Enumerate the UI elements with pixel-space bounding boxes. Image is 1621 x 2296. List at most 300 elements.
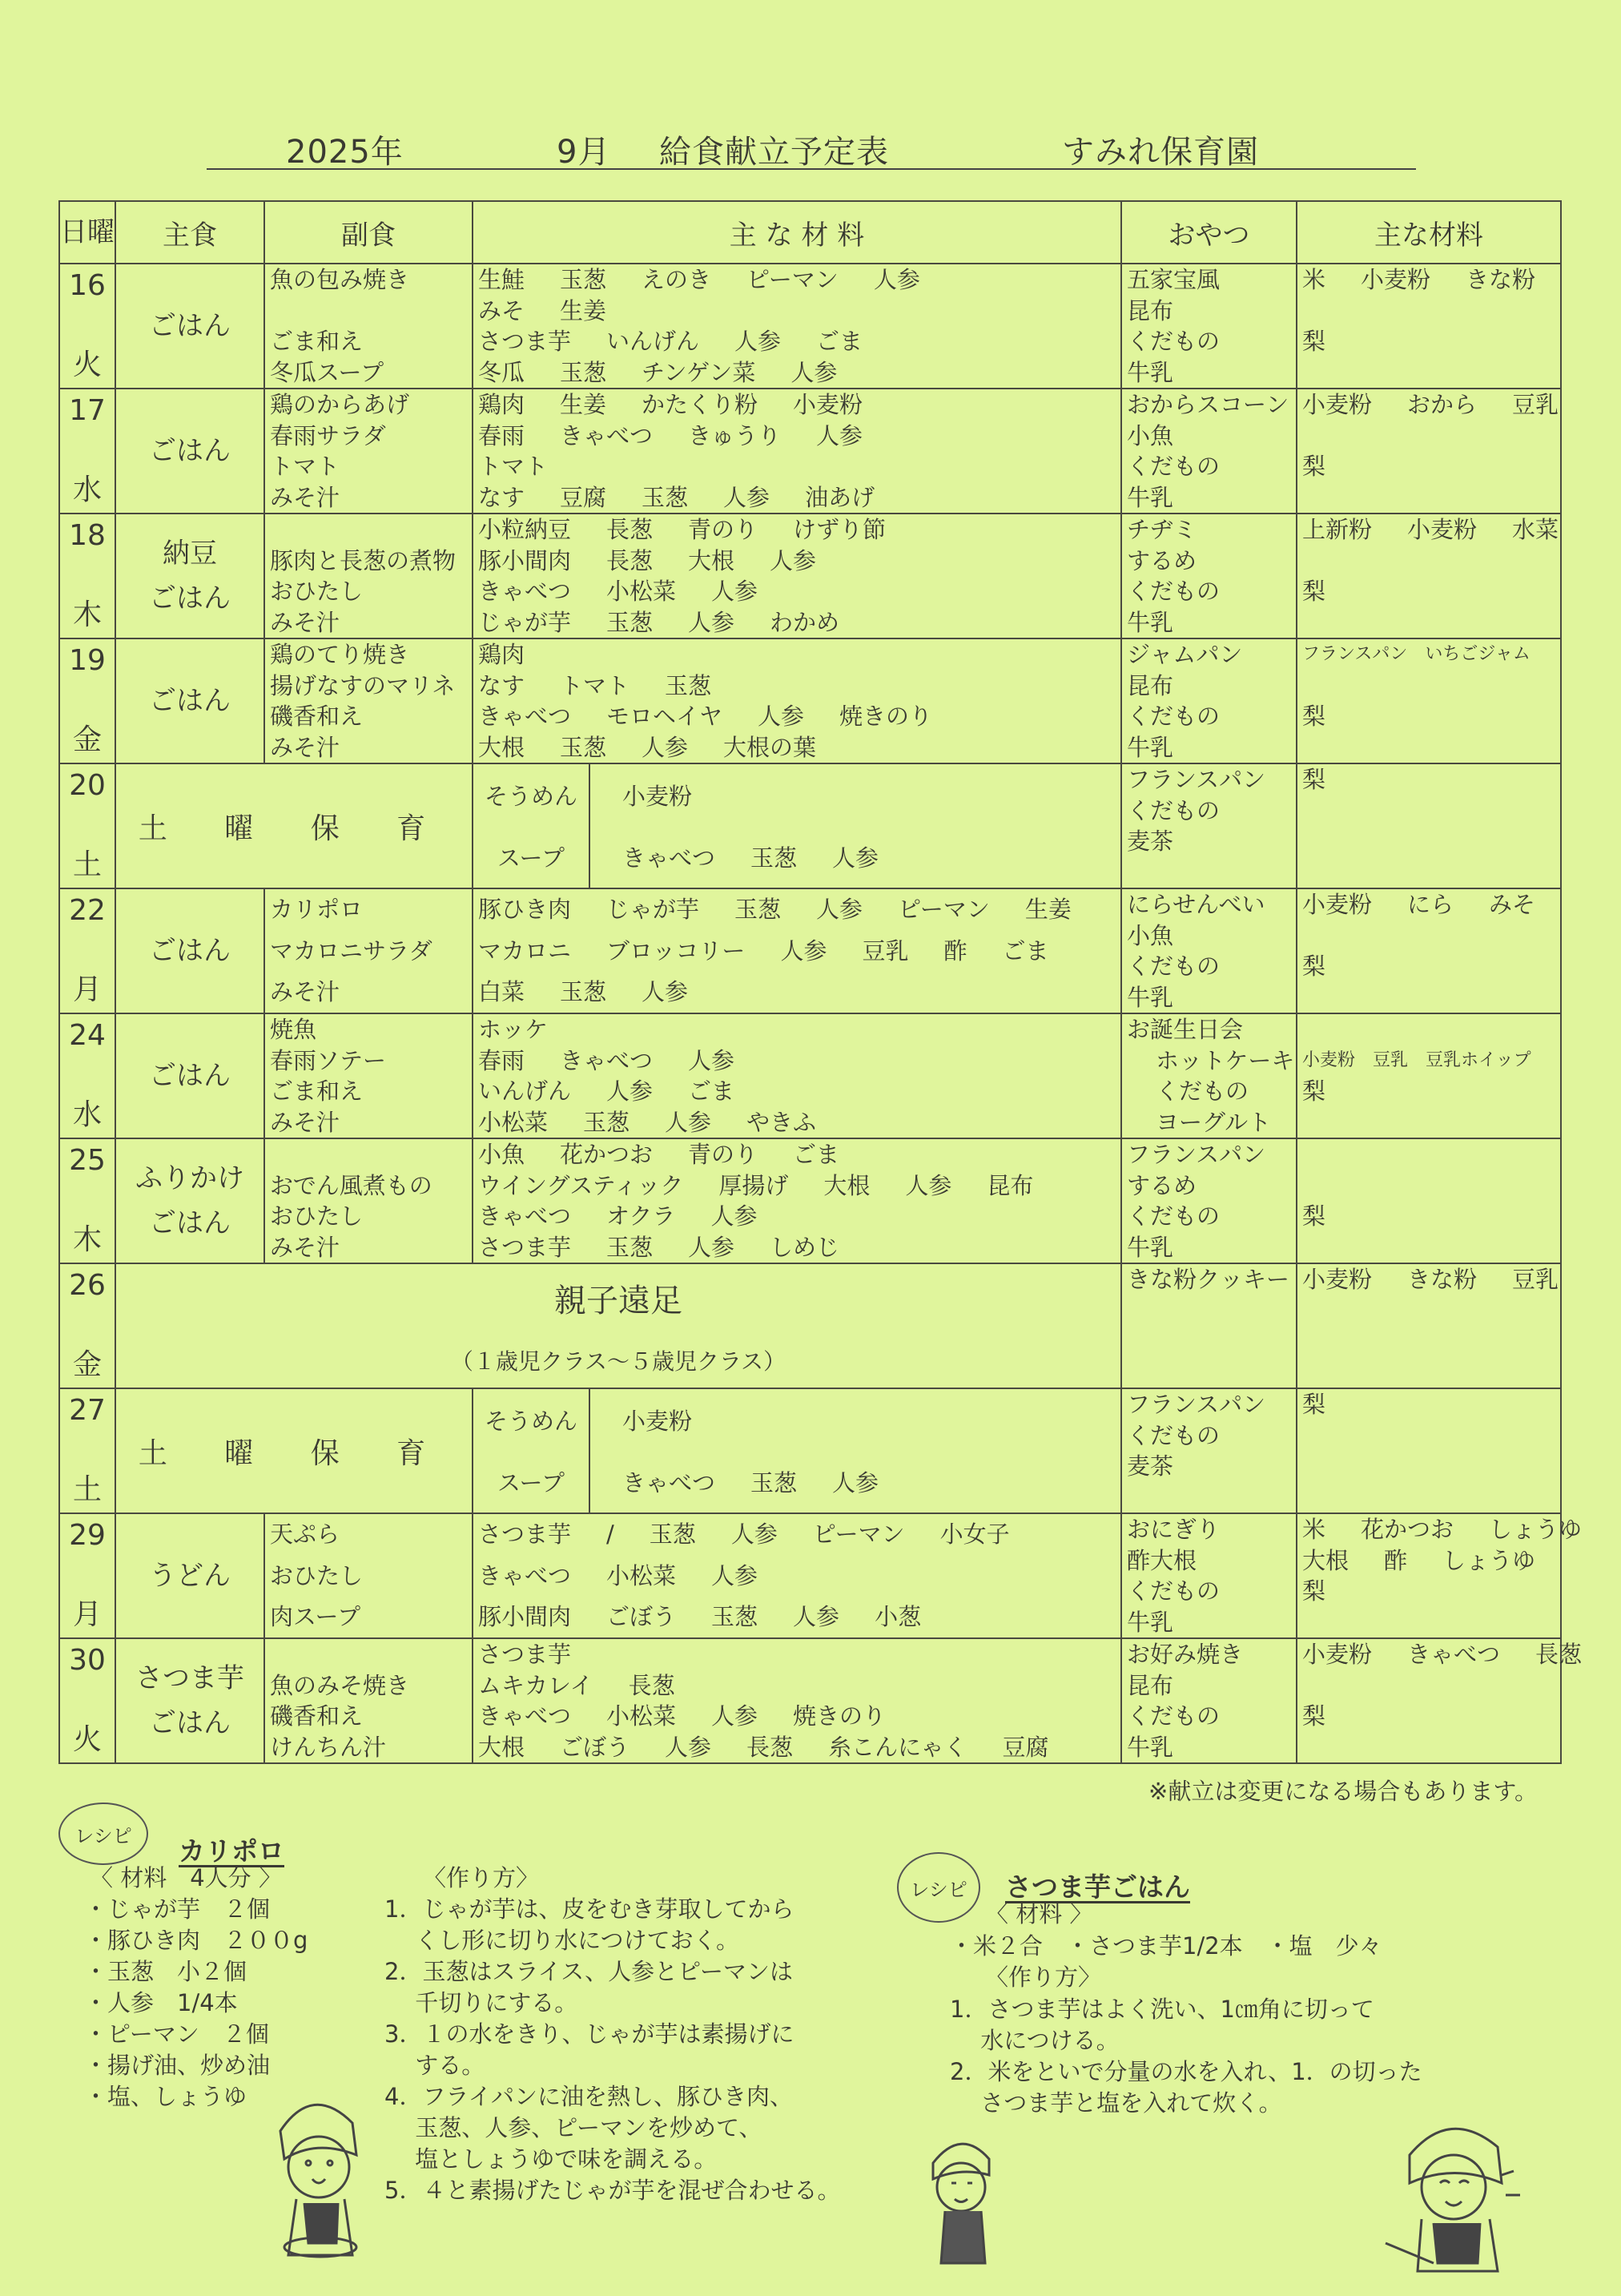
ingredient: 人参: [711, 578, 758, 605]
saturday-care-label: 土 曜 保 育: [138, 812, 450, 845]
child-cooking-illustration: [921, 2131, 1009, 2267]
cell-lines: [1297, 764, 1560, 888]
ingredient: 豚ひき肉: [478, 896, 572, 924]
ingredient: 酢: [943, 937, 967, 965]
cell-lines: [1122, 389, 1296, 513]
cell-line: 牛乳: [1127, 358, 1174, 386]
ingredient: 白菜: [478, 978, 525, 1006]
cell-lines: [1122, 764, 1296, 888]
cell-line: ホットケーキ: [1156, 1046, 1295, 1074]
cell-line: [478, 451, 1116, 482]
date-dow: [60, 1264, 115, 1388]
ingredient: ごま: [688, 1078, 735, 1105]
table-row: [59, 1013, 1561, 1138]
header-side: 副食: [264, 201, 473, 264]
ingredient: いちごジャム: [1425, 644, 1530, 664]
ingredient: いんげん: [478, 1078, 572, 1105]
ingredient: きゃべつ: [1407, 1641, 1501, 1668]
snack-cell: [1121, 888, 1297, 1013]
ingredient: 生姜: [560, 391, 607, 418]
cell-lines: [1297, 1639, 1583, 1762]
ingredient: なす: [478, 483, 525, 511]
ingredient: きゃべつ: [478, 1202, 572, 1230]
cell-lines: [1122, 1514, 1296, 1637]
ingredient: 人参: [642, 733, 689, 761]
cell-line: [1302, 1045, 1555, 1077]
cell-lines: [1122, 264, 1296, 388]
ingredients: [590, 1389, 1120, 1513]
ingredient: きゃべつ: [478, 1702, 572, 1730]
ingredient: 小粒納豆: [478, 516, 572, 543]
staple-line: ごはん: [149, 310, 231, 342]
header-snack-ingredients: 主な材料: [1297, 201, 1561, 264]
cell-lines: [1297, 1389, 1560, 1513]
ingredient: 小麦粉: [1407, 516, 1478, 543]
cell-line: くだもの: [1127, 578, 1221, 605]
cell-lines: [473, 514, 1120, 638]
cell-line: [478, 1519, 1116, 1550]
ingredient: 鶏肉: [478, 641, 525, 668]
ingredient: 鶏肉: [478, 391, 525, 418]
staple: [116, 264, 263, 388]
event-subtitle: （１歳児クラス～５歳児クラス）: [450, 1347, 786, 1375]
cell-line: マカロニサラダ: [270, 937, 432, 965]
title-underline: [207, 168, 1416, 170]
recipe-step: 千切りにする。: [384, 1989, 578, 2016]
event-title: 親子遠足: [554, 1283, 682, 1320]
ingredient: 玉葱: [665, 671, 712, 699]
recipe-material-item: ・ピーマン ２個: [84, 2020, 269, 2048]
ingredient: 米: [1302, 266, 1326, 293]
cell-line: くだもの: [1127, 453, 1221, 480]
ingredient: 梨: [1302, 766, 1326, 793]
header-ingredients: 主 な 材 料: [473, 201, 1121, 264]
ingredient: 玉葱: [583, 1108, 630, 1136]
cell-line: [478, 1170, 1116, 1202]
ingredient: 梨: [1302, 1702, 1326, 1730]
cell-line: [1302, 982, 1555, 1013]
ingredient: トマト: [478, 453, 549, 480]
table-row: [59, 514, 1561, 638]
cell-line: [1302, 764, 1555, 796]
staple-line: さつま芋: [135, 1662, 244, 1694]
cell-line: 牛乳: [1127, 483, 1174, 511]
ingredient: トマト: [560, 671, 630, 699]
cell-line: [1302, 1514, 1583, 1545]
cell-line: くだもの: [1127, 1577, 1221, 1605]
title-month: 9月: [557, 134, 611, 171]
date-cell: [59, 638, 115, 763]
table-row: [59, 1638, 1561, 1763]
ingredient: えのき: [642, 266, 712, 293]
date-dow: [60, 1639, 115, 1762]
cell-line: [622, 1465, 1120, 1498]
snack-cell: [1121, 1638, 1297, 1763]
date: 29: [69, 1519, 106, 1552]
cell-line: 豚肉と長葱の煮物: [270, 546, 457, 574]
ingredient: 生鮭: [478, 266, 525, 293]
cell-line: 牛乳: [1127, 1608, 1174, 1636]
cell-line: おにぎり: [1127, 1516, 1221, 1543]
recipe-material-item: ・じゃが芋 ２個: [84, 1895, 271, 1923]
cell-lines: [1297, 639, 1560, 763]
ingredient: 玉葱: [734, 896, 782, 924]
cell-line: [270, 1639, 467, 1670]
ingredient: 小麦粉: [793, 391, 863, 418]
ingredient: さつま芋: [478, 1233, 572, 1261]
staple: [116, 389, 263, 513]
ingredient: おから: [1407, 391, 1478, 418]
cell-line: [1302, 920, 1555, 952]
date: 17: [69, 394, 106, 427]
ingredient: 大根: [688, 546, 735, 574]
date-dow: [60, 389, 115, 513]
staple: [116, 639, 263, 763]
ingredient: 上新粉: [1302, 516, 1373, 543]
ingredient: 長葱: [1535, 1641, 1583, 1668]
ingredient: 大根: [478, 1733, 525, 1761]
ingredient: 人参: [730, 1521, 778, 1549]
recipe-step: 2．米をといで分量の水を入れ、1．の切った: [950, 2058, 1422, 2085]
cell-line: くだもの: [1156, 1078, 1249, 1105]
cell-line: [478, 389, 1116, 421]
ingredient: 小松菜: [478, 1108, 549, 1136]
ingredient: 人参: [723, 483, 770, 511]
ingredient: 梨: [1302, 328, 1326, 355]
cell-lines: [1297, 1264, 1560, 1388]
ingredient: ごま: [1002, 937, 1049, 965]
cell-lines: [1297, 889, 1560, 1013]
cell-line: 小魚: [1127, 421, 1174, 449]
snack-cell: [1121, 1263, 1297, 1388]
recipe1-title: カリポロ: [179, 1835, 284, 1867]
side-dish-cell: [264, 264, 473, 389]
day-of-week: 木: [72, 1223, 102, 1256]
cell-line: くだもの: [1127, 796, 1221, 824]
cell-line: ごま和え: [270, 1078, 364, 1105]
cell-line: [478, 546, 1116, 577]
ingredient: きゃべつ: [560, 1046, 654, 1074]
cell-line: みそ汁: [270, 1108, 340, 1136]
ingredients-cell: [473, 1513, 1121, 1638]
staple-line: うどん: [149, 1560, 231, 1592]
ingredient: 長葱: [628, 1671, 675, 1699]
staple: [116, 514, 263, 638]
cell-lines: [1122, 889, 1296, 1013]
recipe2-materials-label: 〈 材料 〉: [985, 1900, 1093, 1927]
soup-line: そうめん: [484, 1408, 577, 1435]
cell-line: するめ: [1127, 1171, 1197, 1199]
staple-cell: [115, 389, 264, 514]
cell-line: [478, 1045, 1116, 1077]
snack-cell: [1121, 1013, 1297, 1138]
ingredient: 小麦粉: [1302, 391, 1373, 418]
snack-ingredients-cell: [1297, 1388, 1561, 1513]
ingredient: 玉葱: [606, 1233, 654, 1261]
day-of-week: 土: [72, 1473, 102, 1506]
recipe-material-item: ・塩、しょうゆ: [84, 2083, 247, 2110]
cell-line: [1302, 546, 1555, 577]
staple-line: ふりかけ: [135, 1162, 244, 1194]
ingredients-cell: [473, 1013, 1121, 1138]
snack-ingredients-cell: [1297, 1138, 1561, 1263]
header-date-dow: 日曜: [59, 201, 115, 264]
cell-line: [1302, 1232, 1555, 1263]
snack-ingredients-cell: [1297, 1513, 1583, 1638]
ingredient: 小麦粉: [622, 1408, 693, 1435]
ingredient: みそ: [478, 296, 525, 324]
staple-cell: [115, 1638, 264, 1763]
cell-line: [478, 357, 1116, 389]
ingredient: 小麦粉: [1361, 266, 1431, 293]
ingredient: マカロニ: [478, 937, 572, 965]
day-of-week: 水: [72, 1098, 102, 1131]
cell-line: [478, 671, 1116, 702]
ingredient: 梨: [1302, 1078, 1326, 1105]
ingredient: きゃべつ: [478, 578, 572, 605]
snack-ingredients-cell: [1297, 1263, 1561, 1388]
ingredient: 人参: [832, 1469, 879, 1496]
ingredient: しょうゆ: [1442, 1546, 1536, 1574]
cell-lines: [1122, 639, 1296, 763]
ingredient: さつま芋: [478, 328, 572, 355]
ingredient: ホッケ: [478, 1016, 549, 1043]
ingredient: 大根の葉: [723, 733, 817, 761]
cell-line: くだもの: [1127, 1421, 1221, 1449]
table-row: [59, 1388, 1561, 1513]
cell-line: にらせんべい: [1127, 891, 1265, 918]
ingredient: 人参: [780, 937, 827, 965]
table-row: [59, 264, 1561, 389]
soup-cell: [473, 763, 589, 888]
ingredient: かたくり粉: [642, 391, 758, 418]
cell-line: おひたし: [270, 1561, 364, 1589]
cell-line: 牛乳: [1127, 983, 1174, 1011]
cell-line: [270, 514, 467, 546]
date: 25: [69, 1144, 106, 1177]
cell-line: お好み焼き: [1127, 1641, 1244, 1668]
day-of-week: 水: [72, 473, 102, 506]
cell-line: フランスパン: [1127, 1391, 1266, 1418]
staple-cell: [115, 1013, 264, 1138]
ingredient: 玉葱: [642, 483, 689, 511]
ingredient: ごま: [793, 1141, 840, 1168]
ingredient: 小麦粉: [1302, 891, 1373, 918]
cell-line: [1302, 1389, 1555, 1420]
cell-lines: [1122, 514, 1296, 638]
cell-line: [1302, 1701, 1555, 1732]
cell-line: [478, 732, 1116, 763]
recipe-material-item: ・揚げ油、炒め油: [84, 2052, 271, 2079]
ingredient: 花かつお: [1361, 1516, 1454, 1543]
ingredient: 梨: [1302, 453, 1326, 480]
ingredient: きゃべつ: [560, 421, 654, 449]
ingredient: 油あげ: [805, 483, 875, 511]
ingredient: ごぼう: [606, 1603, 677, 1631]
ingredient: 梨: [1302, 1202, 1326, 1230]
cell-line: [1302, 1576, 1555, 1607]
ingredient: じゃが芋: [478, 608, 572, 636]
cell-line: トマト: [270, 453, 340, 480]
cell-line: [478, 296, 1116, 327]
ingredient: けずり節: [793, 516, 887, 543]
staple: [116, 1014, 263, 1138]
cell-lines: [265, 639, 472, 763]
date-cell: [59, 264, 115, 389]
soup: [473, 764, 589, 888]
ingredient: きゃべつ: [622, 844, 716, 872]
cell-line: 鶏のてり焼き: [270, 641, 410, 668]
recipe1-materials: [84, 1894, 308, 2113]
ingredient: みそ: [1489, 891, 1536, 918]
soup: [473, 1389, 589, 1513]
table-row: [59, 888, 1561, 1013]
side-dish-cell: [264, 1513, 473, 1638]
ingredient: しめじ: [770, 1233, 840, 1261]
cell-lines: [265, 264, 472, 388]
date-dow: [60, 889, 115, 1013]
ingredient: 人参: [832, 844, 879, 872]
ingredient: 小麦粉: [622, 783, 693, 810]
side-dish-cell: [264, 638, 473, 763]
date-dow: [60, 514, 115, 638]
cell-line: [478, 1139, 1116, 1170]
ingredient: 長葱: [746, 1733, 794, 1761]
ingredient: しょうゆ: [1489, 1516, 1583, 1543]
cell-line: [478, 1014, 1116, 1045]
recipe-material-item: ・豚ひき肉 ２００g: [84, 1927, 308, 1954]
cell-line: するめ: [1127, 546, 1197, 574]
header-staple: 主食: [115, 201, 264, 264]
cell-lines: [473, 639, 1120, 763]
ingredient: モロヘイヤ: [606, 703, 723, 730]
ingredient: 玉葱: [560, 358, 607, 386]
saturday-care-cell: [115, 763, 473, 888]
ingredients-cell: [589, 763, 1121, 888]
cell-line: [1302, 671, 1555, 702]
recipe-step: さつま芋と塩を入れて炊く。: [950, 2089, 1282, 2117]
cell-line: きな粉クッキー: [1127, 1266, 1290, 1293]
cell-lines: [1297, 1139, 1560, 1263]
event: [116, 1264, 1120, 1388]
ingredient: 人参: [905, 1171, 952, 1199]
cell-line: [478, 936, 1116, 967]
ingredient: 玉葱: [560, 978, 607, 1006]
cell-line: 牛乳: [1127, 1733, 1174, 1761]
table-row: [59, 1263, 1561, 1388]
event-cell: [115, 1263, 1121, 1388]
snack-cell: [1121, 1138, 1297, 1263]
recipe-step: 塩としょうゆで味を調える。: [384, 2145, 718, 2173]
ingredient: きゃべつ: [478, 703, 572, 730]
ingredient: 梨: [1302, 1577, 1326, 1605]
cell-line: [1302, 1639, 1583, 1670]
staple: [116, 1139, 263, 1263]
ingredients-cell: [473, 1638, 1121, 1763]
ingredient: 玉葱: [750, 1469, 798, 1496]
staple-line: ごはん: [149, 935, 231, 967]
ingredient: チンゲン菜: [642, 358, 756, 386]
cell-line: [478, 421, 1116, 452]
date-cell: [59, 763, 115, 888]
cell-line: 昆布: [1127, 296, 1174, 324]
recipe-material-item: ・玉葱 小２個: [84, 1958, 247, 1985]
snack-cell: [1121, 763, 1297, 888]
cell-line: くだもの: [1127, 328, 1221, 355]
cell-line: [1302, 482, 1555, 514]
cell-line: 昆布: [1127, 671, 1174, 699]
ingredient: さつま芋: [478, 1521, 572, 1549]
date-cell: [59, 1388, 115, 1513]
cell-line: [1302, 701, 1555, 732]
cell-line: [1302, 1545, 1555, 1577]
ingredients-cell: [473, 888, 1121, 1013]
ingredients-cell: [473, 1138, 1121, 1263]
side-dish-cell: [264, 389, 473, 514]
cell-line: 酢大根: [1127, 1546, 1197, 1574]
ingredient: 大根: [823, 1171, 871, 1199]
table-row: [59, 1138, 1561, 1263]
header-snack: おやつ: [1121, 201, 1297, 264]
ingredient: 小松菜: [606, 578, 677, 605]
ingredient: 人参: [711, 1702, 758, 1730]
ingredient: 小松菜: [606, 1561, 677, 1589]
ingredient: ウイングスティック: [478, 1171, 684, 1199]
ingredient: 冬瓜: [478, 358, 525, 386]
day-of-week: 火: [72, 1723, 102, 1756]
cell-line: 焼魚: [270, 1016, 317, 1043]
ingredient: 人参: [734, 328, 782, 355]
date: 27: [69, 1394, 106, 1427]
cell-lines: [473, 1639, 1120, 1762]
staple-line: ごはん: [149, 1207, 231, 1239]
cell-line: [622, 840, 1120, 873]
date-cell: [59, 389, 115, 514]
date-cell: [59, 1138, 115, 1263]
ingredient: 人参: [711, 1561, 758, 1589]
staple-line: ごはん: [149, 1060, 231, 1092]
cell-line: [478, 1232, 1116, 1263]
day-of-week: 木: [72, 598, 102, 631]
date: 24: [69, 1019, 106, 1052]
cell-line: 春雨サラダ: [270, 421, 386, 449]
ingredient: 人参: [642, 978, 689, 1006]
date: 22: [69, 894, 106, 927]
side-dish-cell: [264, 888, 473, 1013]
date: 19: [69, 644, 106, 677]
recipe-step: する。: [384, 2052, 485, 2079]
date: 26: [69, 1269, 106, 1302]
snack-cell: [1121, 1513, 1297, 1638]
cell-line: [478, 1639, 1116, 1670]
cell-line: ジャムパン: [1127, 641, 1243, 668]
ingredient: ごま: [816, 328, 863, 355]
ingredient: 花かつお: [560, 1141, 654, 1168]
cell-line: [1302, 1264, 1559, 1295]
staple-line: ごはん: [149, 685, 231, 717]
table-row: [59, 638, 1561, 763]
cell-line: [478, 1732, 1116, 1763]
ingredient: 人参: [816, 896, 863, 924]
ingredient: 人参: [688, 1233, 735, 1261]
cell-line: [1302, 732, 1555, 763]
recipe-step: 玉葱、人参、ピーマンを炒めて、: [384, 2114, 762, 2141]
staple: [116, 889, 263, 1013]
cell-line: [1302, 1076, 1555, 1107]
ingredient: 水菜: [1512, 516, 1559, 543]
cell-line: おからスコーン: [1127, 391, 1289, 418]
ingredient: 豆乳: [1373, 1049, 1409, 1070]
